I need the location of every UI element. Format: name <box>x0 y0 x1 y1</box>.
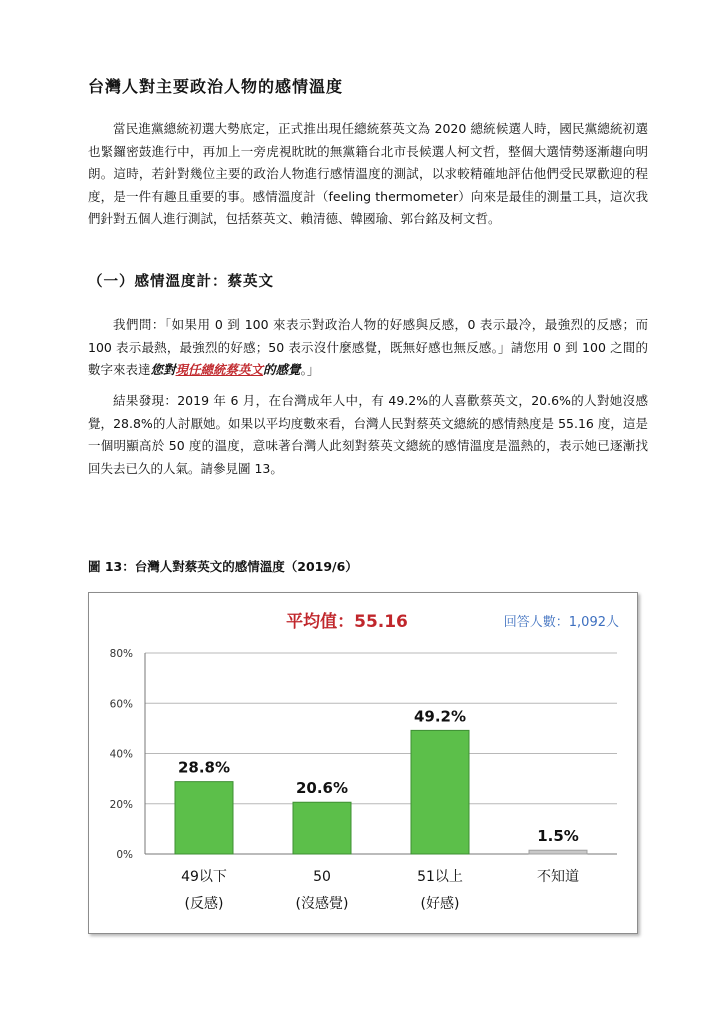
bar <box>529 850 587 854</box>
y-tick-label: 40% <box>109 748 133 761</box>
bar <box>293 802 351 854</box>
bar-value-label: 20.6% <box>295 779 349 798</box>
respondents-label: 回答人數：1,092人 <box>503 615 619 630</box>
mean-label: 平均值：55.16 <box>286 612 408 632</box>
results-text: 結果發現：2019 年 6 月，在台灣成年人中，有 49.2%的人喜歡蔡英文，20.6%的人對她沒感覺，28.8%的人討厭她。如果以平均度數來看，台灣人民對蔡英文總統的感情熱度是 55.16 度，這是一個明顯高於 50 度的溫度，意味著台灣人此刻對蔡英文總統的感情溫度是溫熱的，表示她已逐漸找回失去已久的人氣。請參見圖 13。 <box>88 393 648 476</box>
bar-value-label: 1.5% <box>537 827 579 846</box>
bar <box>411 730 469 854</box>
y-tick-label: 60% <box>109 698 133 711</box>
question-text <box>88 314 648 382</box>
x-category-label: 50 <box>313 869 331 885</box>
figure-caption: 圖 13：台灣人對蔡英文的感情溫度（2019/6） <box>88 559 358 574</box>
bar <box>175 782 233 854</box>
question-highlight: 現任總統蔡英文 <box>175 362 264 377</box>
x-category-label: 51以上 <box>417 869 463 885</box>
bar-value-label: 28.8% <box>177 758 231 777</box>
y-tick-label: 0% <box>116 849 133 861</box>
bar-chart <box>89 593 637 933</box>
bar-value-label: 49.2% <box>413 707 467 726</box>
question-part1: 我們問：「如果用 0 到 100 來表示對政治人物的好感與反感，0 表示最冷，最強烈的反感；而 100 表示最熱，最強烈的好感；50 表示沒什麼感覺，既無好感也無反感。」請您用 0 到 100 之間的數字來表達 <box>88 317 648 377</box>
question-part4: 。」 <box>300 362 320 377</box>
question-part3: 的感覺 <box>263 362 301 377</box>
intro-paragraph <box>88 118 648 231</box>
document-title: 台灣人對主要政治人物的感情溫度 <box>88 77 344 96</box>
x-category-sublabel: (好感) <box>420 896 460 912</box>
intro-text: 當民進黨總統初選大勢底定，正式推出現任總統蔡英文為 2020 總統候選人時，國民黨總統初選也緊鑼密鼓進行中，再加上一旁虎視眈眈的無黨籍台北市長候選人柯文哲，整個大選情勢逐漸趨向明朗。這時，若針對幾位主要的政治人物進行感情溫度的測試，以求較精確地評估他們受民眾歡迎的程度，是一件有趣且重要的事。感情溫度計（feeling thermometer）向來是最佳的測量工具，這次我們針對五個人進行測試，包括蔡英文、賴清德、韓國瑜、郭台銘及柯文哲。 <box>88 121 648 226</box>
chart-frame <box>88 592 638 934</box>
x-category-label: 49以下 <box>181 869 227 885</box>
y-tick-label: 80% <box>109 648 133 660</box>
x-category-sublabel: (沒感覺) <box>295 896 349 912</box>
section-heading: （一）感情溫度計：蔡英文 <box>88 274 274 290</box>
results-paragraph <box>88 390 648 480</box>
y-tick-label: 20% <box>109 798 133 811</box>
x-category-sublabel: (反感) <box>184 896 224 912</box>
question-paragraph <box>88 314 648 382</box>
question-part2: 您對 <box>150 362 176 377</box>
x-category-label: 不知道 <box>537 869 579 885</box>
